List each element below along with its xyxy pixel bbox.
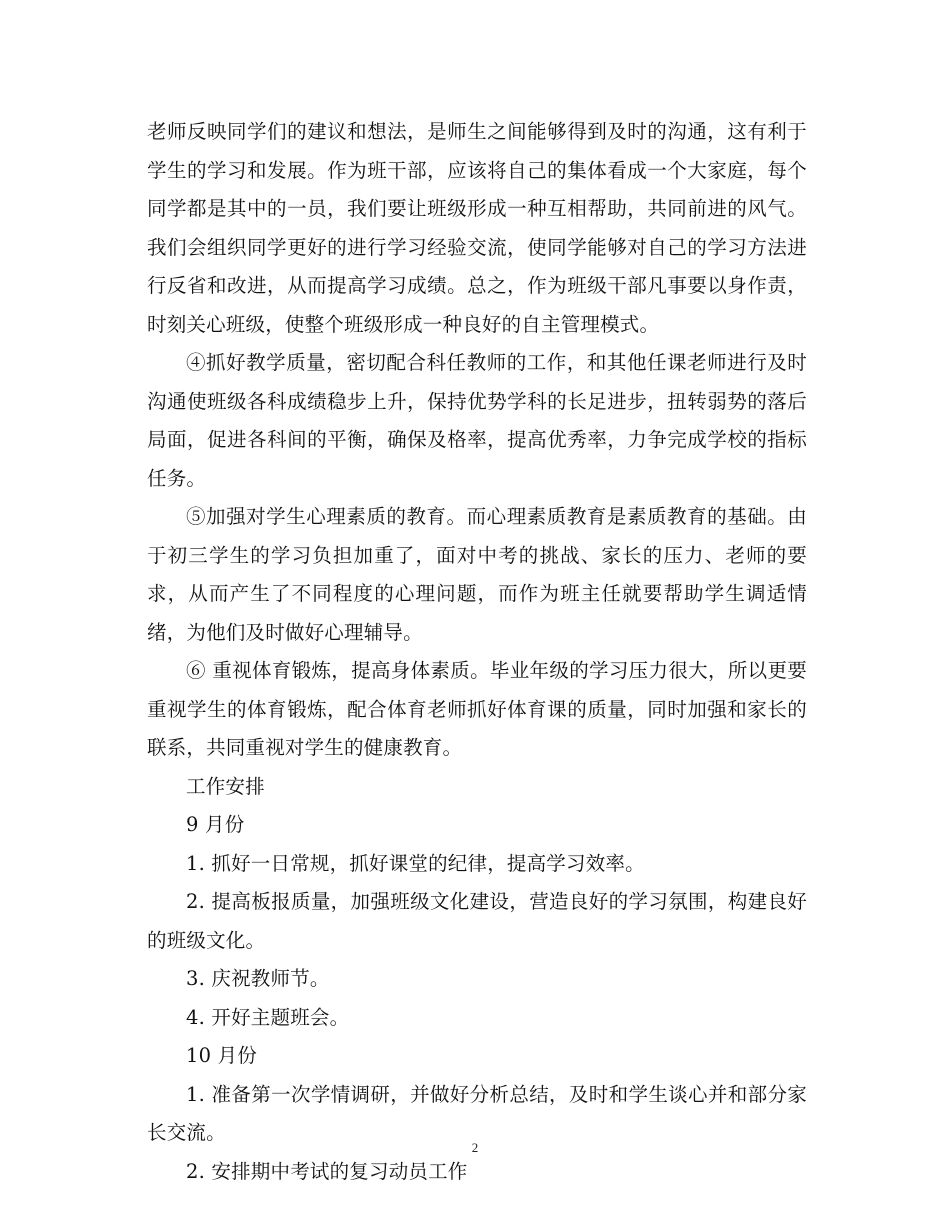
- paragraph-item-4: ④抓好教学质量，密切配合科任教师的工作，和其他任课老师进行及时沟通使班级各科成绩稳步上升，保持优势学科的长足进步，扭转弱势的落后局面，促进各科间的平衡，确保及格率，提高优秀率，力争完成学校的指标任务。: [147, 351, 807, 490]
- paragraph-item-5: ⑤加强对学生心理素质的教育。而心理素质教育是素质教育的基础。由于初三学生的学习负担加重了，面对中考的挑战、家长的压力、老师的要求，从而产生了不同程度的心理问题，而作为班主任就要帮助学生调适情绪，为他们及时做好心理辅导。: [147, 505, 807, 644]
- paragraph-item-6: ⑥ 重视体育锻炼，提高身体素质。毕业年级的学习压力很大，所以更要重视学生的体育锻炼，配合体育老师抓好体育课的质量，同时加强和家长的联系，共同重视对学生的健康教育。: [147, 659, 807, 759]
- page-number: 2: [471, 1140, 479, 1155]
- section-heading-work-plan: 工作安排: [186, 774, 265, 798]
- list-item: 2. 安排期中考试的复习动员工作: [186, 1159, 468, 1183]
- month-heading-october: 10 月份: [186, 1044, 258, 1067]
- list-item: 4. 开好主题班会。: [186, 1005, 350, 1029]
- list-item: 1. 准备第一次学情调研，并做好分析总结，及时和学生谈心并和部分家长交流。: [147, 1082, 807, 1144]
- list-item: 3. 庆祝教师节。: [186, 967, 330, 990]
- month-heading-september: 9 月份: [186, 813, 245, 836]
- document-body: [147, 113, 807, 1191]
- list-item: 1. 抓好一日常规，抓好课堂的纪律，提高学习效率。: [186, 851, 645, 875]
- list-item: 2. 提高板报质量，加强班级文化建设，营造良好的学习氛围，构建良好的班级文化。: [147, 890, 807, 952]
- paragraph-continuation: 老师反映同学们的建议和想法，是师生之间能够得到及时的沟通，这有利于学生的学习和发展。作为班干部，应该将自己的集体看成一个大家庭，每个同学都是其中的一员，我们要让班级形成一种互相帮助，共同前进的风气。我们会组织同学更好的进行学习经验交流，使同学能够对自己的学习方法进行反省和改进，从而提高学习成绩。总之，作为班级干部凡事要以身作责，时刻关心班级，使整个班级形成一种良好的自主管理模式。: [147, 120, 807, 336]
